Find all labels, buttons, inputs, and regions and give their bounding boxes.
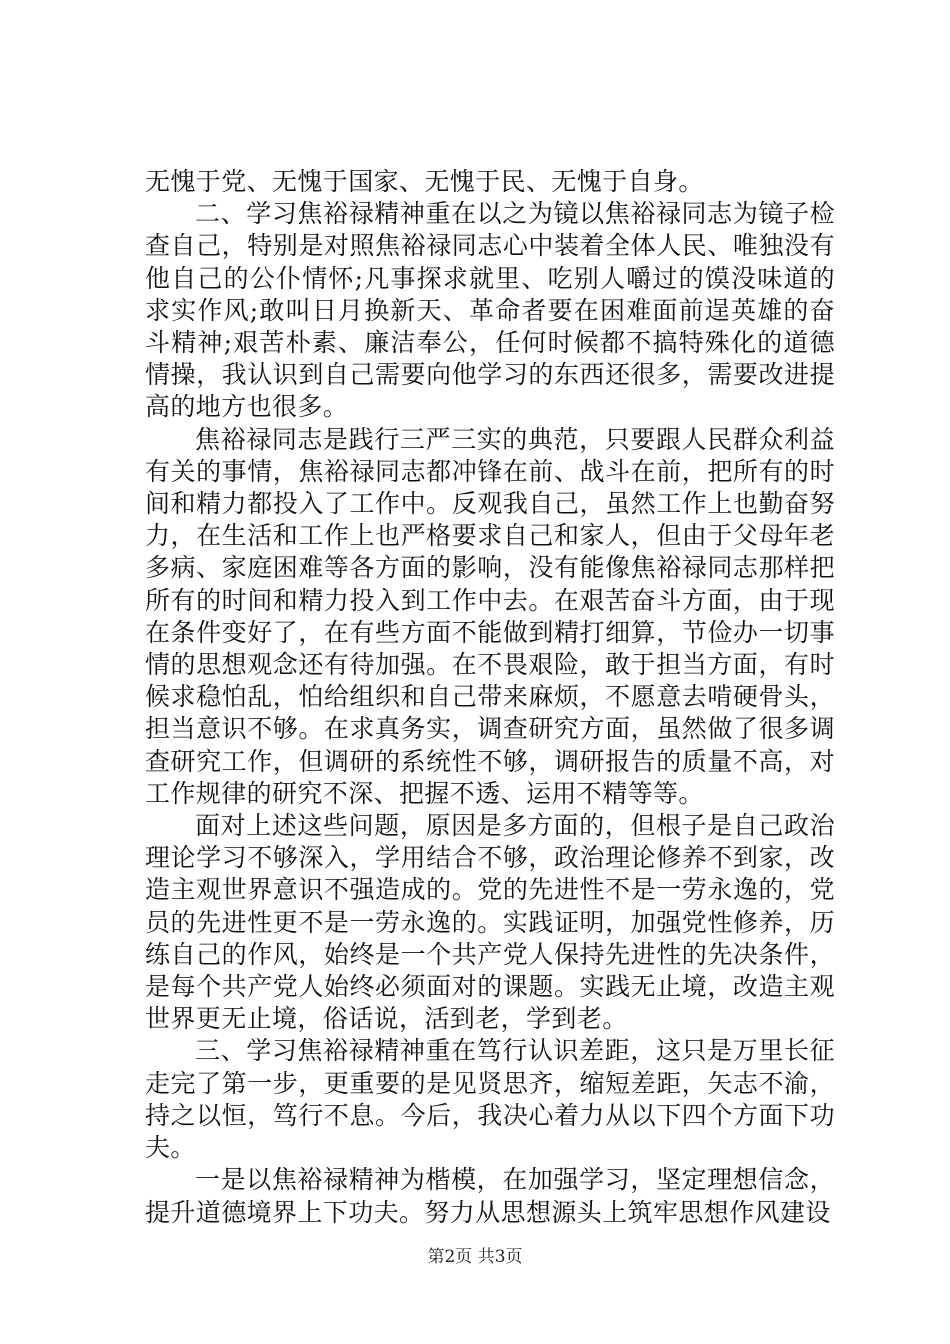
document-body (145, 166, 835, 1229)
paragraph-section-two: 二、学习焦裕禄精神重在以之为镜以焦裕禄同志为镜子检查自己，特别是对照焦裕禄同志心中装着全体人民、唯独没有他自己的公仆情怀;凡事探求就里、吃别人嚼过的馍没味道的求实作风;敢叫日月换新天、革命者要在困难面前逞英雄的奋斗精神;艰苦朴素、廉洁奉公，任何时候都不搞特殊化的道德情操，我认识到自己需要向他学习的东西还很多，需要改进提高的地方也很多。 (145, 199, 835, 422)
paragraph-jiao-yulu-model: 焦裕禄同志是践行三严三实的典范，只要跟人民群众利益有关的事情，焦裕禄同志都冲锋在前、战斗在前，把所有的时间和精力都投入了工作中。反观我自己，虽然工作上也勤奋努力，在生活和工作上也严格要求自己和家人，但由于父母年老多病、家庭困难等各方面的影响，没有能像焦裕禄同志那样把所有的时间和精力投入到工作中去。在艰苦奋斗方面，由于现在条件变好了，在有些方面不能做到精打细算，节俭办一切事情的思想观念还有待加强。在不畏艰险，敢于担当方面，有时候求稳怕乱，怕给组织和自己带来麻烦，不愿意去啃硬骨头，担当意识不够。在求真务实，调查研究方面，虽然做了很多调查研究工作，但调研的系统性不够，调研报告的质量不高，对工作规律的研究不深、把握不透、运用不精等等。 (145, 424, 835, 808)
paragraph-continuation: 无愧于党、无愧于国家、无愧于民、无愧于自身。 (145, 167, 704, 196)
paragraph-section-three: 三、学习焦裕禄精神重在笃行认识差距，这只是万里长征走完了第一步，更重要的是见贤思齐，缩短差距，矢志不渝，持之以恒，笃行不息。今后，我决心着力从以下四个方面下功夫。 (145, 1036, 835, 1163)
page-number-footer: 第2页 共3页 (427, 1247, 523, 1267)
paragraph-point-one: 一是以焦裕禄精神为楷模，在加强学习，坚定理想信念，提升道德境界上下功夫。努力从思想源头上筑牢思想作风建设 (145, 1165, 835, 1227)
paragraph-root-causes: 面对上述这些问题，原因是多方面的，但根子是自己政治理论学习不够深入，学用结合不够，政治理论修养不到家，改造主观世界意识不强造成的。党的先进性不是一劳永逸的，党员的先进性更不是一劳永逸的。实践证明，加强党性修养，历练自己的作风，始终是一个共产党人保持先进性的先决条件，是每个共产党人始终必须面对的课题。实践无止境，改造主观世界更无止境，俗话说，活到老，学到老。 (145, 811, 835, 1034)
